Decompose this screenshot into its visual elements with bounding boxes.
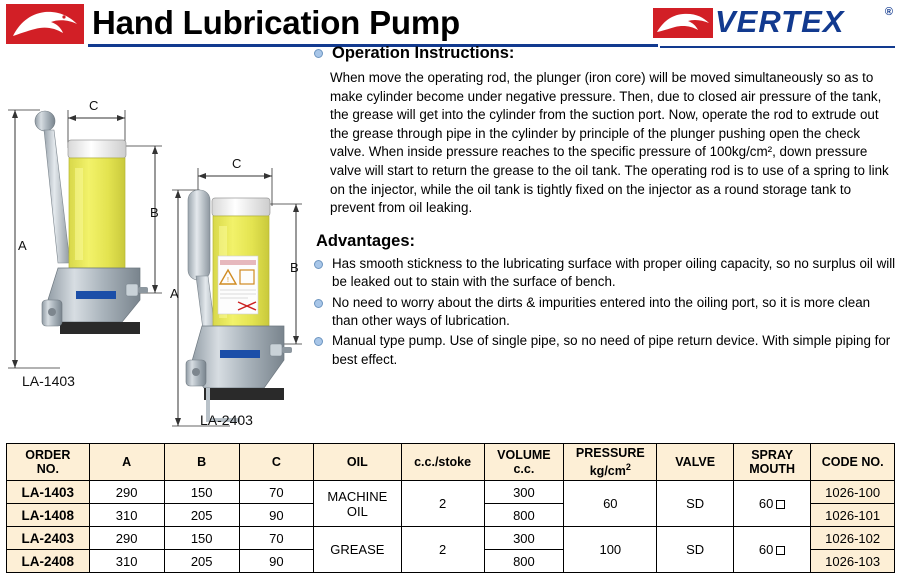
cell-code: 1026-101 [811, 504, 895, 527]
th-b: B [164, 444, 239, 481]
th-line2: kg/cm [589, 464, 626, 479]
advantages-heading: Advantages: [316, 231, 416, 250]
cell-pressure: 60 [564, 481, 657, 527]
th-a: A [89, 444, 164, 481]
cell-a: 290 [89, 527, 164, 550]
th-volume [484, 444, 564, 481]
table-row [7, 527, 895, 550]
th-line2: c.c. [513, 462, 535, 477]
cell-volume: 300 [484, 527, 564, 550]
caption-la-2403: LA-2403 [200, 412, 253, 428]
th-line2: MOUTH [749, 462, 796, 477]
cell-order: LA-2408 [7, 550, 90, 573]
square-icon [776, 500, 785, 509]
cell-c: 70 [239, 527, 313, 550]
operation-heading-text: Operation Instructions: [332, 44, 515, 62]
cell-spray [734, 527, 811, 573]
bullet-icon [314, 337, 323, 346]
th-superscript: 2 [625, 462, 631, 472]
svg-text:!: ! [227, 277, 229, 284]
th-line1: VOLUME [497, 448, 551, 463]
operation-heading [312, 44, 897, 63]
cell-c: 70 [239, 481, 313, 504]
page-header [0, 0, 901, 48]
th-code-no: CODE NO. [811, 444, 895, 481]
cell-oil: GREASE [314, 527, 402, 573]
cell-a: 290 [89, 481, 164, 504]
cell-order: LA-2403 [7, 527, 90, 550]
eagle-logo [6, 4, 84, 44]
spray-value: 60 [758, 542, 774, 558]
th-c: C [239, 444, 313, 481]
cell-spray [734, 481, 811, 527]
table-row [7, 481, 895, 504]
advantages-list [312, 255, 897, 369]
th-pressure [564, 444, 657, 481]
cell-valve: SD [657, 527, 734, 573]
operation-paragraph: When move the operating rod, the plunger (iron core) will be moved simultaneously so as to make cylinder become under negative pressure. Then, due to closed air pressure of the tank, the grease will get into the cylinder from the suction port. Now, operate the rod to extrude out the grease through pipe in the cylinder by principle of the plunger pushing open the check valve. When inside pressure reaches to the specific pressure of 100kg/cm², down pressure valve will start to return the grease to the oil tank. The operating rod is to use of a spring to link on the injector, while the oil tank is tightly fixed on the injector as a round storage tank to prevent from oil leaking. [330, 70, 889, 216]
vertex-logo [653, 6, 893, 42]
cell-oil: MACHINE OIL [314, 481, 402, 527]
cell-cc-stroke: 2 [401, 481, 484, 527]
vertex-eagle-icon [655, 10, 711, 36]
advantage-text: No need to worry about the dirts & impurities entered into the oiling port, so it is more clean than other ways of lubrication. [332, 294, 871, 328]
spec-table-wrapper [6, 443, 895, 573]
list-item [314, 332, 897, 369]
cell-volume: 800 [484, 504, 564, 527]
cell-volume: 800 [484, 550, 564, 573]
cell-b: 150 [164, 527, 239, 550]
spray-value: 60 [758, 496, 774, 512]
cell-pressure: 100 [564, 527, 657, 573]
cell-a: 310 [89, 504, 164, 527]
bullet-icon [314, 49, 323, 58]
dim-label-b-left: B [150, 205, 159, 220]
th-oil: OIL [314, 444, 402, 481]
content-column [312, 44, 897, 371]
cell-a: 310 [89, 550, 164, 573]
cell-c: 90 [239, 504, 313, 527]
square-icon [776, 546, 785, 555]
table-header-row [7, 444, 895, 481]
caption-la-1403: LA-1403 [22, 373, 75, 389]
dim-label-c-left: C [89, 98, 99, 113]
cell-volume: 300 [484, 481, 564, 504]
bullet-icon [314, 299, 323, 308]
cell-order: LA-1403 [7, 481, 90, 504]
th-line2: NO. [36, 462, 59, 477]
dim-label-c-right: C [232, 156, 242, 171]
th-order-no [7, 444, 90, 481]
th-line1: PRESSURE [575, 446, 645, 460]
dim-label-a-left: A [18, 238, 27, 253]
list-item [314, 294, 897, 331]
cell-b: 205 [164, 550, 239, 573]
th-line1: SPRAY [751, 448, 794, 463]
advantage-text: Manual type pump. Use of single pipe, so no need of pipe return device. With simple piping for best effect. [332, 333, 891, 367]
cell-valve: SD [657, 481, 734, 527]
vertex-wordmark: VERTEX [715, 4, 845, 39]
cell-code: 1026-103 [811, 550, 895, 573]
cell-code: 1026-102 [811, 527, 895, 550]
cell-code: 1026-100 [811, 481, 895, 504]
spec-table [6, 443, 895, 573]
cell-b: 150 [164, 481, 239, 504]
dim-label-b-right: B [290, 260, 299, 275]
th-valve: VALVE [657, 444, 734, 481]
registered-mark: ® [884, 6, 893, 18]
eagle-icon [9, 6, 81, 42]
th-spray-mouth [734, 444, 811, 481]
cell-b: 205 [164, 504, 239, 527]
page-title: Hand Lubrication Pump [92, 4, 460, 41]
th-line1: ORDER [25, 448, 71, 463]
cell-cc-stroke: 2 [401, 527, 484, 573]
th-cc-stroke: c.c./stoke [401, 444, 484, 481]
list-item [314, 255, 897, 292]
dim-label-a-right: A [170, 286, 179, 301]
bullet-icon [314, 260, 323, 269]
cell-c: 90 [239, 550, 313, 573]
product-illustration [0, 48, 310, 438]
cell-order: LA-1408 [7, 504, 90, 527]
advantage-text: Has smooth stickness to the lubricating surface with proper oiling capacity, so no surplus oil will be leaked out to stain with the surface of bench. [332, 255, 896, 290]
